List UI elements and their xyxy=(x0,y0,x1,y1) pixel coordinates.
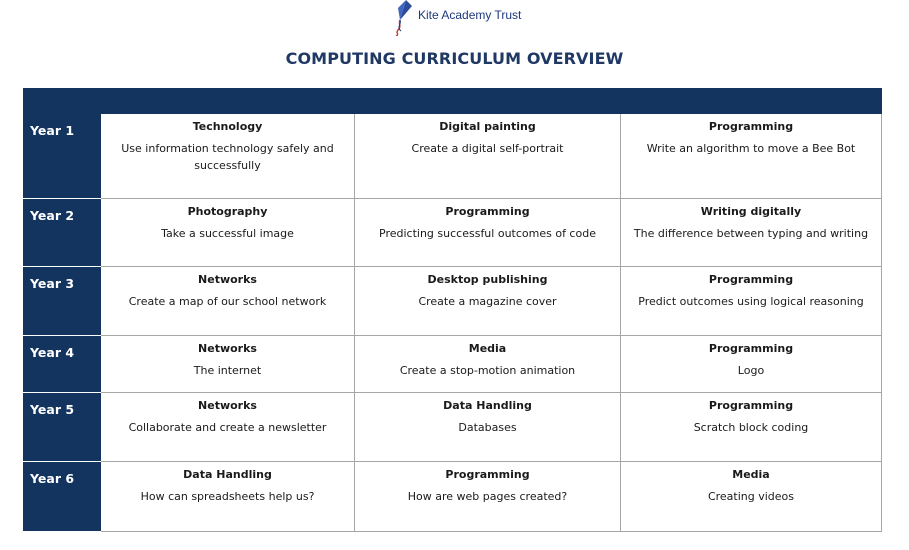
topic-title: Digital painting xyxy=(439,120,536,133)
topic-title: Media xyxy=(468,342,507,355)
topic-description: Logo xyxy=(737,364,765,377)
topic-title: Programming xyxy=(708,120,794,133)
topic-description: How can spreadsheets help us? xyxy=(140,490,315,503)
topic-description: Use information technology safely and successfully xyxy=(121,142,334,172)
year-label: Year 6 xyxy=(24,462,101,532)
topic-title: Data Handling xyxy=(183,468,272,481)
topic-description: How are web pages created? xyxy=(407,490,568,503)
topic-title: Writing digitally xyxy=(700,205,802,218)
topic-cell xyxy=(621,267,882,336)
topic-title: Programming xyxy=(708,273,794,286)
topic-cell xyxy=(355,199,621,267)
topic-cell xyxy=(101,336,355,393)
topic-description: Predicting successful outcomes of code xyxy=(379,227,596,240)
topic-cell xyxy=(355,462,621,532)
topic-title: Data Handling xyxy=(443,399,532,412)
topic-cell xyxy=(355,336,621,393)
topic-description: Create a map of our school network xyxy=(128,295,327,308)
table-row xyxy=(24,462,882,532)
topic-description: Databases xyxy=(458,421,517,434)
curriculum-table xyxy=(23,88,882,532)
topic-cell xyxy=(621,462,882,532)
topic-title: Programming xyxy=(708,342,794,355)
topic-title: Networks xyxy=(198,399,257,412)
topic-cell xyxy=(101,199,355,267)
year-label: Year 5 xyxy=(24,393,101,462)
topic-title: Technology xyxy=(192,120,263,133)
trust-logo xyxy=(392,0,521,36)
topic-description: Create a stop-motion animation xyxy=(399,364,576,377)
table-row xyxy=(24,336,882,393)
table-row xyxy=(24,199,882,267)
year-label: Year 4 xyxy=(24,336,101,393)
topic-title: Networks xyxy=(198,273,257,286)
table-header-band xyxy=(24,89,882,114)
topic-cell xyxy=(621,114,882,199)
kite-logo-icon xyxy=(392,0,414,36)
header-band-cell xyxy=(24,89,882,114)
topic-title: Media xyxy=(732,468,770,481)
topic-description: Write an algorithm to move a Bee Bot xyxy=(646,142,856,155)
topic-description: Collaborate and create a newsletter xyxy=(128,421,327,434)
topic-description: Take a successful image xyxy=(161,227,294,240)
topic-title: Programming xyxy=(445,205,530,218)
topic-cell xyxy=(101,462,355,532)
year-label: Year 2 xyxy=(24,199,101,267)
table-row xyxy=(24,267,882,336)
topic-cell xyxy=(355,393,621,462)
topic-cell xyxy=(621,393,882,462)
topic-cell xyxy=(101,267,355,336)
topic-description: The internet xyxy=(193,364,262,377)
topic-cell xyxy=(355,267,621,336)
topic-description: The difference between typing and writing xyxy=(633,227,869,240)
topic-cell xyxy=(355,114,621,199)
topic-title: Programming xyxy=(708,399,794,412)
topic-title: Programming xyxy=(445,468,530,481)
year-label: Year 3 xyxy=(24,267,101,336)
topic-title: Photography xyxy=(187,205,268,218)
topic-title: Networks xyxy=(198,342,257,355)
topic-cell xyxy=(101,393,355,462)
topic-cell xyxy=(101,114,355,199)
topic-title: Desktop publishing xyxy=(427,273,548,286)
topic-cell xyxy=(621,199,882,267)
table-row xyxy=(24,393,882,462)
table-row xyxy=(24,114,882,199)
topic-description: Creating videos xyxy=(707,490,795,503)
topic-description: Scratch block coding xyxy=(693,421,809,434)
year-label: Year 1 xyxy=(24,114,101,199)
topic-description: Predict outcomes using logical reasoning xyxy=(638,295,864,308)
topic-description: Create a magazine cover xyxy=(418,295,557,308)
topic-cell xyxy=(621,336,882,393)
topic-description: Create a digital self-portrait xyxy=(411,142,564,155)
page-title: COMPUTING CURRICULUM OVERVIEW xyxy=(285,49,624,68)
logo-text: Kite Academy Trust xyxy=(418,8,522,22)
